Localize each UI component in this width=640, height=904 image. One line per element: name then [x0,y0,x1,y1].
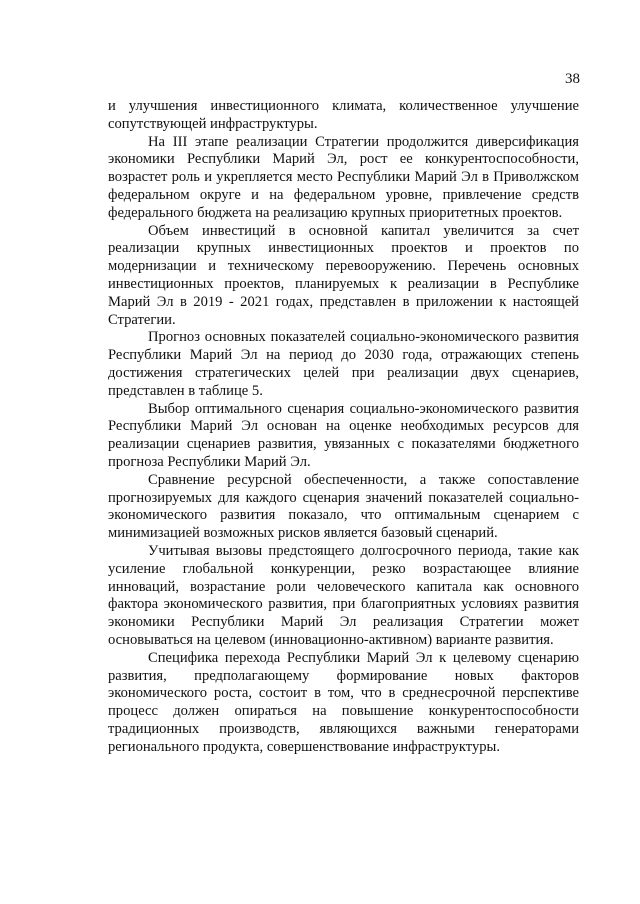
paragraph-investment-volume: Объем инвестиций в основной капитал увеличится за счет реализации крупных инвестиционных проектов и проектов по модернизации и техническому перевооружению. Перечень основных инвестиционных проектов, планируемых к реализации в Республике Марий Эл в 2019 - 2021 годах, представлен в приложении к настоящей Стратегии. [108,222,579,328]
paragraph-continuation: и улучшения инвестиционного климата, количественное улучшение сопутствующей инфраструктуры. [108,98,579,132]
paragraph-transition-specifics: Специфика перехода Республики Марий Эл к целевому сценарию развития, предполагающему формирование новых факторов экономического роста, состоит в том, что в среднесрочной перспективе процесс должен опираться на повышение конкурентоспособности традиционных производств, являющихся важными генераторами регионального продукта, совершенствование инфраструктуры. [108,649,579,755]
paragraph-resource-comparison: Сравнение ресурсной обеспеченности, а также сопоставление прогнозируемых для каждого сценария значений показателей социально-экономического развития показало, что оптимальным сценарием с минимизацией возможных рисков является базовый сценарий. [108,471,579,542]
paragraph-forecast: Прогноз основных показателей социально-экономического развития Республики Марий Эл на период до 2030 года, отражающих степень достижения стратегических целей при реализации двух сценариев, представлен в таблице 5. [108,329,579,399]
paragraph-long-term-challenges: Учитывая вызовы предстоящего долгосрочного периода, такие как усиление глобальной конкуренции, резко возрастающее влияние инноваций, возрастание роли человеческого капитала как основного фактора экономического развития, при благоприятных условиях развития экономики Республики Марий Эл реализация Стратегии может основываться на целевом (инновационно-активном) варианте развития. [108,542,579,648]
paragraph-stage-three: На III этапе реализации Стратегии продолжится диверсификация экономики Республики Марий Эл, рост ее конкурентоспособности, возрастет роль и укрепляется место Республики Марий Эл в Приволжском федеральном округе и на федеральном уровне, привлечение средств федерального бюджета на реализацию крупных приоритетных проектов. [108,133,579,221]
paragraph-scenario-choice: Выбор оптимального сценария социально-экономического развития Республики Марий Эл основан на оценке необходимых ресурсов для реализации сценариев развития, увязанных с показателями бюджетного прогноза Республики Марий Эл. [108,400,579,470]
document-body [108,98,579,756]
page-number: 38 [565,71,580,87]
